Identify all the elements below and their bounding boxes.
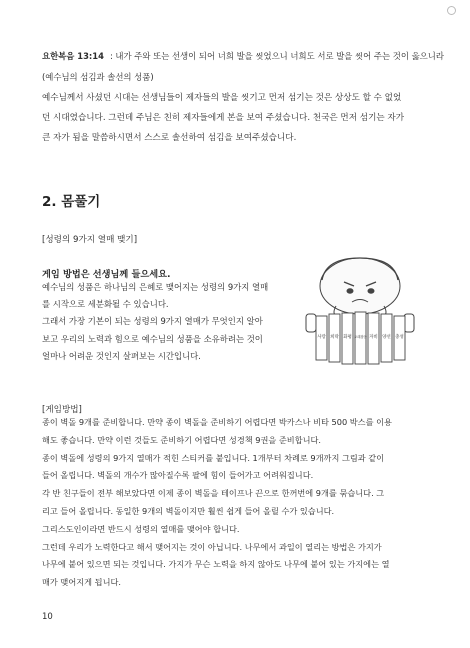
- paragraph-line: 보고 우리의 노력과 힘으로 예수님의 성품을 소유하려는 것이: [42, 333, 263, 344]
- verse-text: : 내가 주와 또는 선생이 되어 너희 발을 씻었으니 너희도 서로 발을 씻어 주는 것이 옳으니라: [109, 51, 444, 61]
- paragraph-line: 예수님께서 사셨던 시대는 선생님들이 제자들의 발을 씻기고 먼저 섬기는 것은 상상도 할 수 없었: [42, 93, 402, 103]
- corner-mark: [447, 6, 456, 15]
- brick-label: 사랑: [317, 335, 326, 340]
- game-intro-paragraph: [42, 279, 268, 365]
- paragraph-line: 얼마나 어려운 것인지 살펴보는 시간입니다.: [42, 350, 201, 361]
- activity-title: [성령의 9가지 열매 맺기]: [42, 235, 138, 245]
- paragraph-line: 그리스도인이라면 반드시 성령의 열매를 맺어야 합니다.: [42, 523, 240, 534]
- paragraph-line: 큰 자가 됨을 말씀하시면서 스스로 솔선하여 섬김을 보여주셨습니다.: [42, 133, 297, 143]
- brick-label: 오래참음: [353, 335, 368, 339]
- paragraph-line: 매가 맺어지게 됩니다.: [42, 577, 121, 588]
- brick-label: 충성: [395, 335, 404, 340]
- section-heading: 2. 몸풀기: [42, 194, 101, 210]
- paragraph-line: 종이 벽돌 9개를 준비합니다. 만약 종이 벽돌을 준비하기 어렵다면 박카스나 비타 500 박스를 이용: [42, 417, 392, 427]
- paragraph-line: 종이 벽돌에 성령의 9가지 열매가 적힌 스티커를 붙입니다. 1개부터 차례로 9개까지 그림과 같이: [42, 452, 385, 463]
- method-title: [게임방법]: [42, 405, 82, 415]
- brick-label: 양선: [382, 335, 391, 340]
- bible-verse: [42, 46, 444, 66]
- verse-subtitle: (예수님의 섬김과 솔선의 성품): [42, 72, 154, 82]
- paragraph-line: 리고 들어 올립니다. 동일한 9개의 벽돌이지만 훨씬 쉽게 들어 올릴 수가 있습니다.: [42, 505, 335, 516]
- paragraph-line: 나무에 붙어 있으면 되는 것입니다. 가지가 무슨 노력을 하지 않아도 나무에 붙어 있는 가지에는 열: [42, 559, 390, 570]
- brick-label: 화평: [343, 335, 352, 340]
- method-paragraph: [42, 414, 392, 592]
- paragraph-line: 해도 좋습니다. 만약 이런 것들도 준비하기 어렵다면 성경책 9권을 준비합니다.: [42, 434, 322, 445]
- intro-paragraph: [42, 88, 404, 148]
- paragraph-line: 그런데 우리가 노력한다고 해서 맺어지는 것이 아닙니다. 나무에서 과일이 열리는 방법은 가지가: [42, 541, 382, 552]
- page-number: 10: [42, 612, 53, 622]
- paragraph-line: 예수님의 성품은 하나님의 은혜로 맺어지는 성령의 9가지 열매: [42, 282, 269, 292]
- brick-label: 희락: [330, 335, 339, 340]
- paragraph-line: 던 시대였습니다. 그런데 주님은 친히 제자들에게 본을 보여 주셨습니다. 천국은 먼저 섬기는 자가: [42, 113, 405, 123]
- brick-label: 자비: [369, 335, 378, 340]
- paragraph-line: 각 반 친구들이 전부 해보았다면 이제 종이 벽돌을 테이프나 끈으로 한꺼번에 9개를 묶습니다. 그: [42, 488, 385, 499]
- paragraph-line: 들어 올립니다. 벽돌의 개수가 많아질수록 팔에 힘이 들어가고 어려워집니다.: [42, 470, 314, 481]
- paragraph-line: 를 시작으로 세분화될 수 있습니다.: [42, 299, 169, 310]
- verse-reference: 요한복음 13:14: [42, 51, 104, 61]
- illustration: [292, 250, 432, 370]
- callout-text: 게임 방법은 선생님께 들으세요.: [42, 269, 171, 280]
- paragraph-line: 그래서 가장 기본이 되는 성령의 9가지 열매가 무엇인지 알아: [42, 316, 263, 327]
